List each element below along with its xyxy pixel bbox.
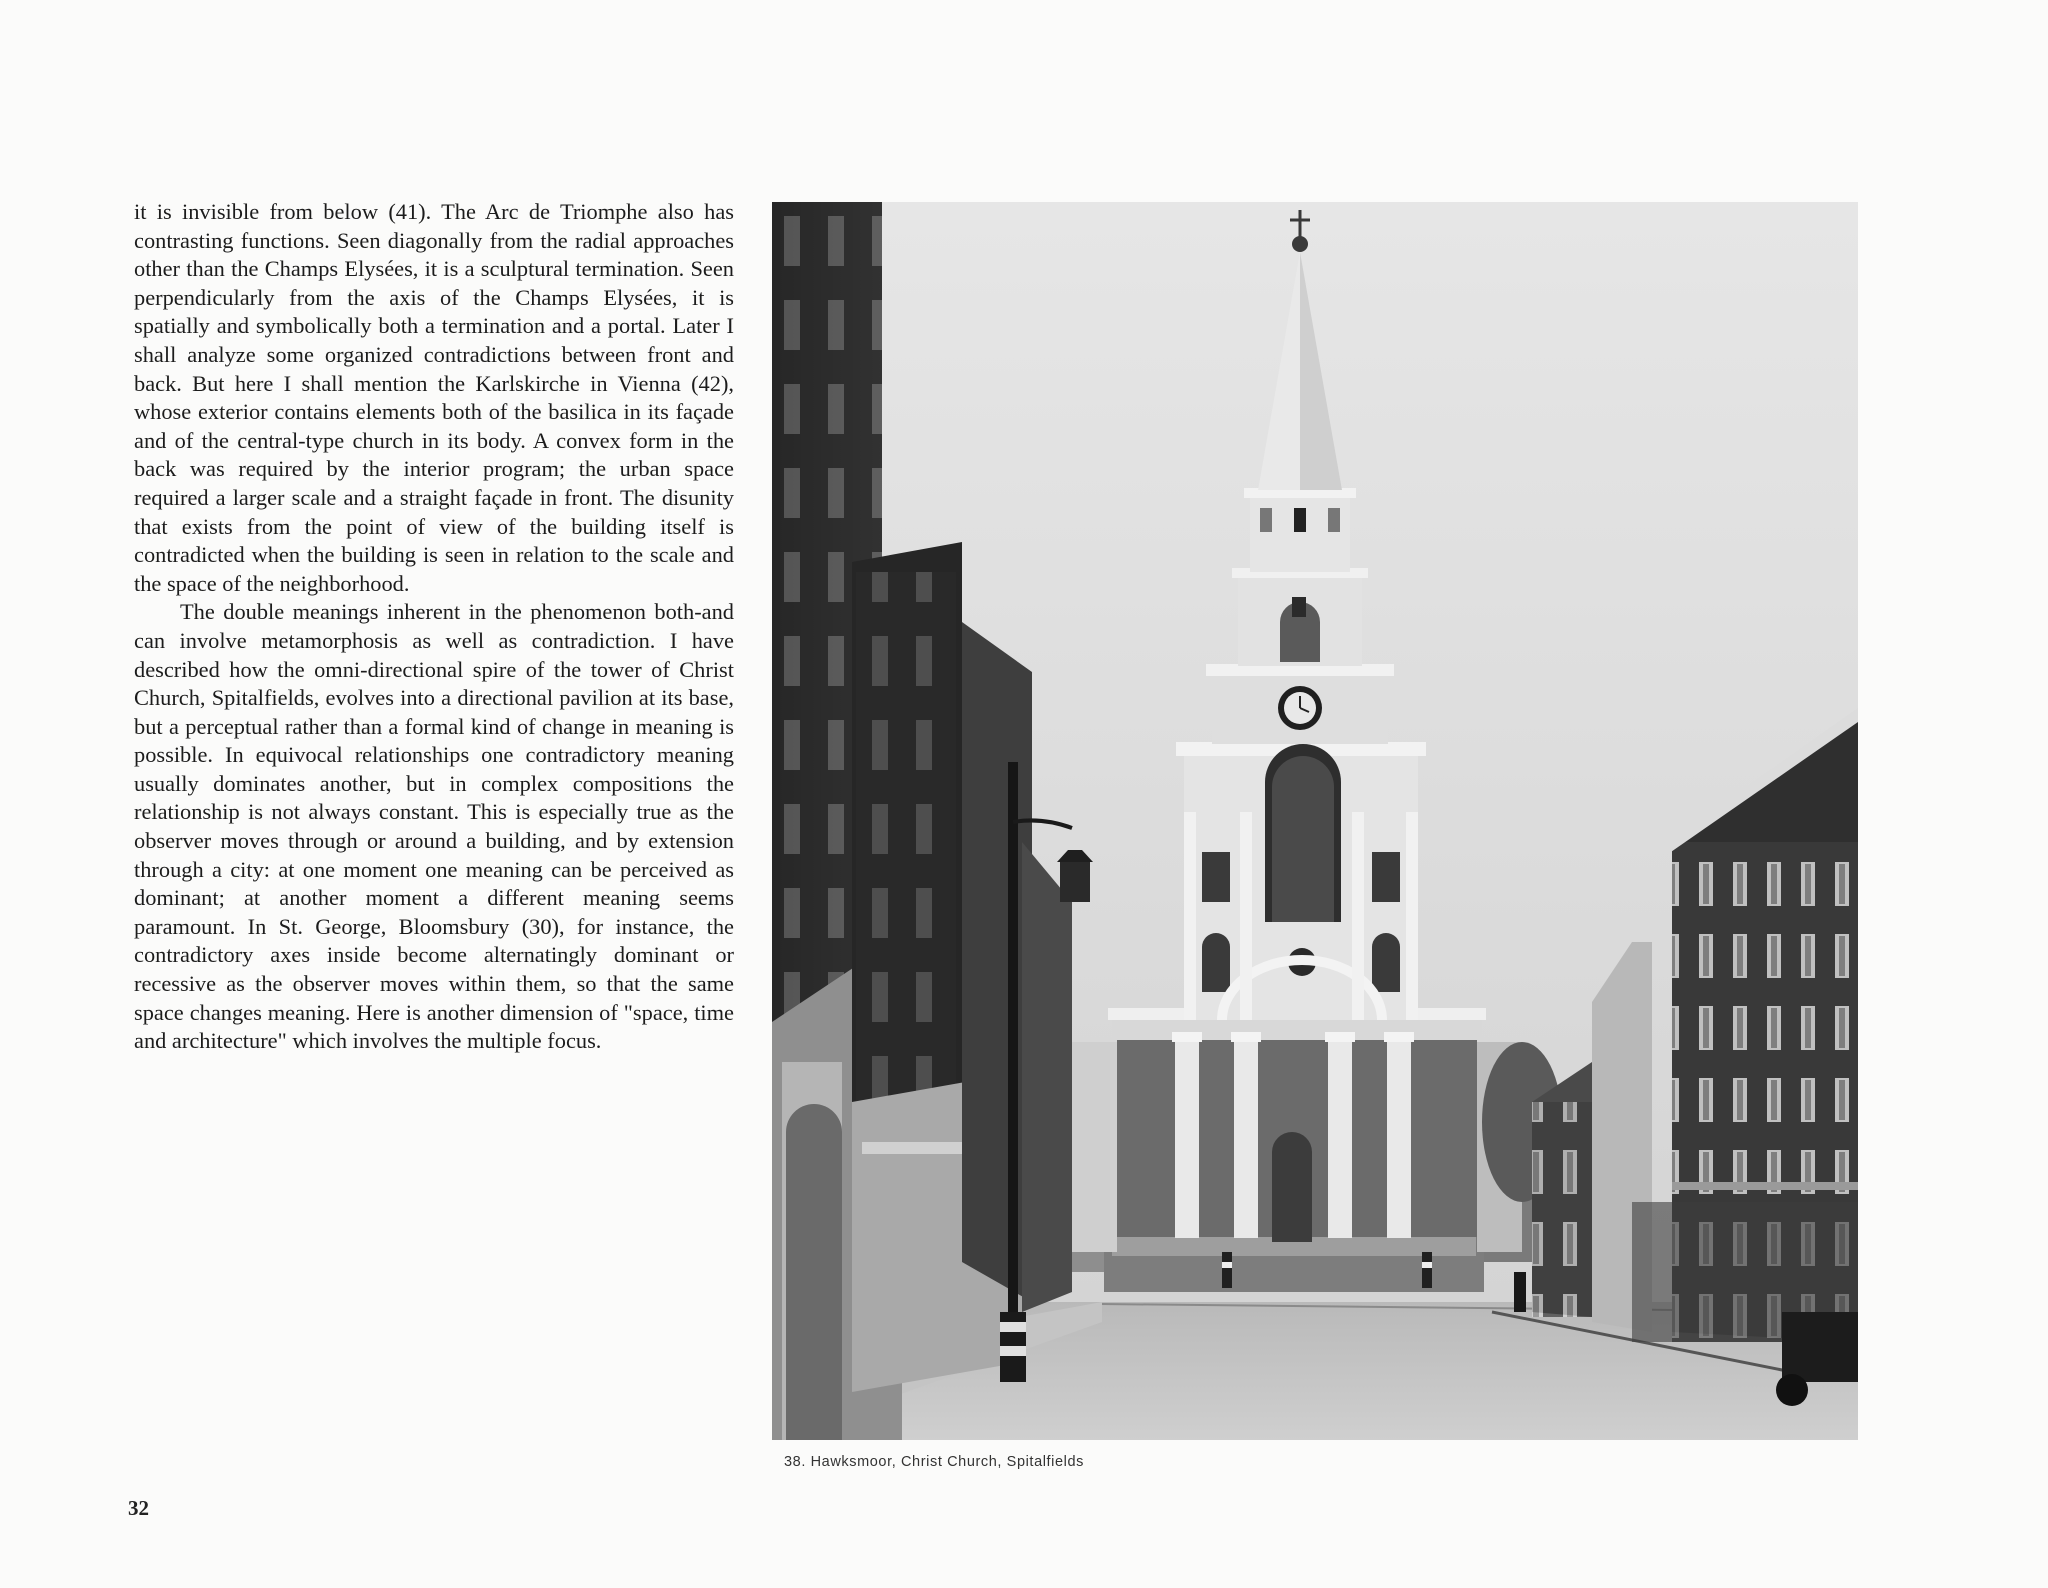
- page-number: 32: [128, 1496, 149, 1520]
- figure-photograph: [772, 202, 1858, 1440]
- paragraph-2: The double meanings inherent in the phenomenon both-and can involve metamorphosis as well as contradiction. I have described how the omni-directional spire of the tower of Christ Church, Spitalfields, evolves into a directional pavilion at its base, but a perceptual rather than a formal kind of change in meaning is possible. In equivocal relationships one contradictory meaning usually dominates another, but in complex compositions the relationship is not always constant. This is especially true as the observer moves through or around a building, and by extension through a city: at one moment one meaning can be perceived as dominant; at another moment a different meaning seems paramount. In St. George, Bloomsbury (30), for instance, the contradictory axes inside become alternatingly dominant or recessive as the observer moves within them, so that the same space changes meaning. Here is another dimension of "space, time and architecture" which involves the multiple focus.: [134, 599, 734, 1054]
- body-text-column: [134, 198, 734, 1056]
- paragraph-1: it is invisible from below (41). The Arc de Triomphe also has contrasting functions. Seen diagonally from the radial approaches other than the Champs Elysées, it is a sculptural termination. Seen perpendicularly from the axis of the Champs Elysées, it is spatially and symbolically both a termination and a portal. Later I shall analyze some organized contradictions between front and back. But here I shall mention the Karlskirche in Vienna (42), whose exterior contains elements both of the basilica in its façade and of the central-type church in its body. A convex form in the back was required by the interior program; the urban space required a larger scale and a straight façade in front. The disunity that exists from the point of view of the building itself is contradicted when the building is seen in relation to the scale and the space of the neighborhood.: [134, 199, 734, 596]
- figure-caption: 38. Hawksmoor, Christ Church, Spitalfields: [784, 1454, 1084, 1470]
